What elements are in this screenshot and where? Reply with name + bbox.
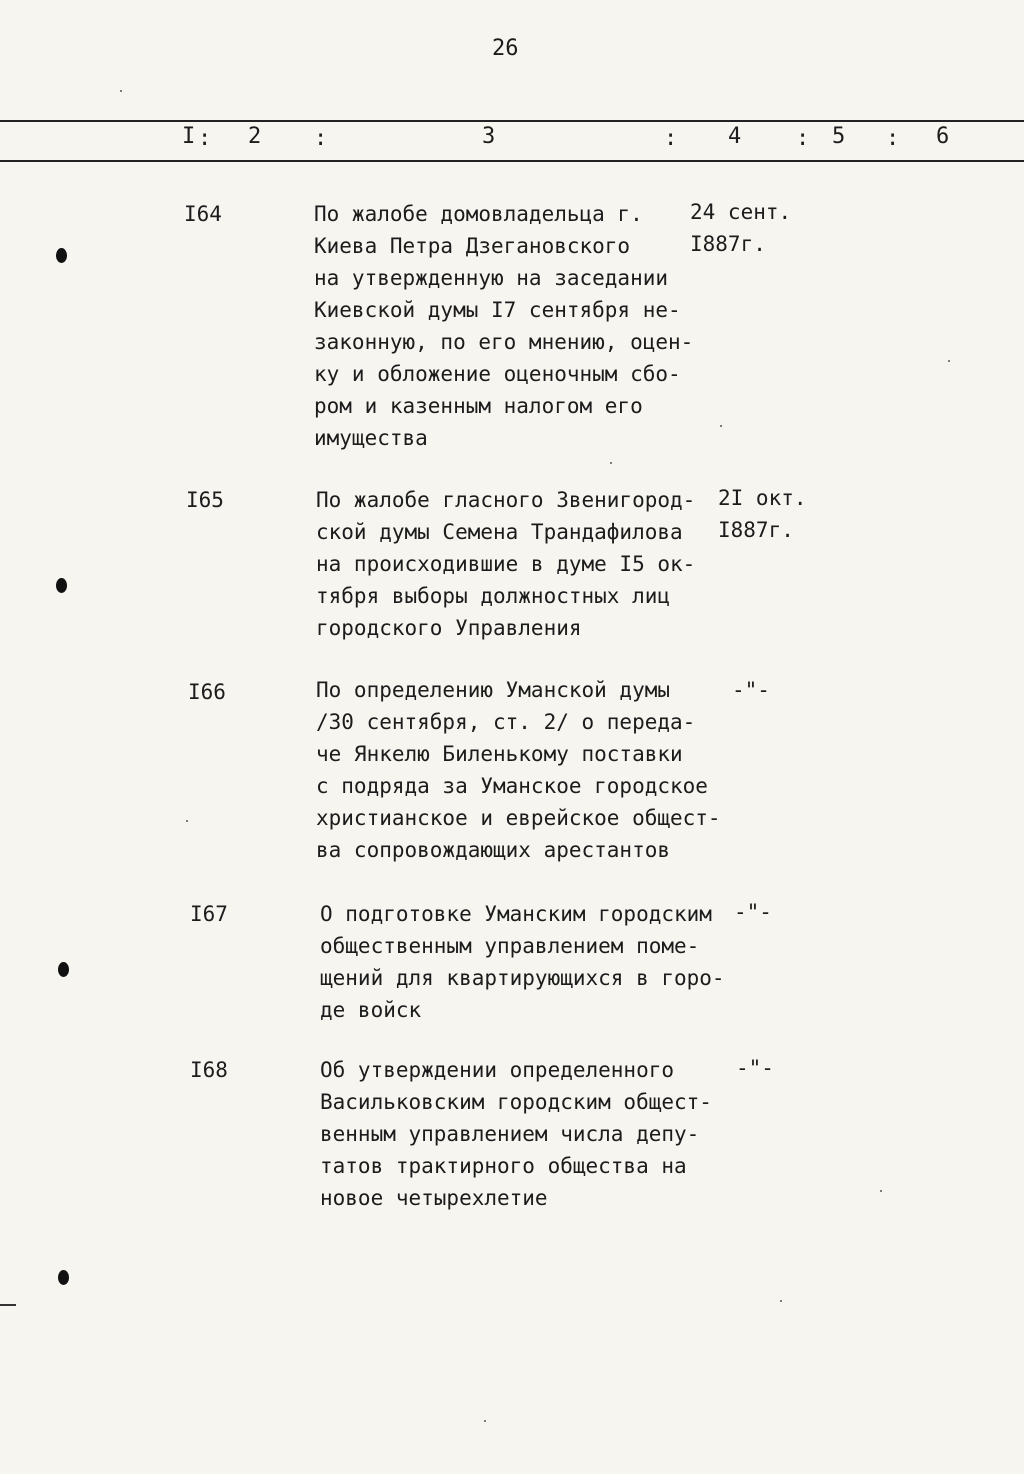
binder-hole-mark	[56, 248, 67, 263]
description-line: законную, по его мнению, оцен-	[314, 330, 694, 354]
description-line: тября выборы должностных лиц	[316, 584, 671, 608]
column-header-4: 4	[728, 124, 742, 149]
entry-description	[314, 198, 693, 454]
description-line: новое четырехлетие	[320, 1186, 548, 1210]
description-line: общественным управлением поме-	[320, 934, 700, 958]
description-line: имущества	[314, 426, 428, 450]
entry-number: I68	[190, 1058, 228, 1082]
scan-speck	[484, 1420, 486, 1422]
entry-number: I66	[188, 680, 226, 704]
description-line: городского Управления	[316, 616, 582, 640]
column-header-5: 5	[832, 124, 846, 149]
date-line: 2I окт.	[718, 486, 807, 510]
description-line: Об утверждении определенного	[320, 1058, 675, 1082]
description-line: щений для квартирующихся в горо-	[320, 966, 725, 990]
description-line: Киевской думы I7 сентября не-	[314, 298, 681, 322]
scan-speck	[610, 462, 612, 464]
date-line: 24 сент.	[690, 200, 792, 224]
description-line: ской думы Семена Трандафилова	[316, 520, 683, 544]
description-line: По определению Уманской думы	[316, 678, 671, 702]
description-line: де войск	[320, 998, 422, 1022]
description-line: По жалобе гласного Звенигород-	[316, 488, 696, 512]
scan-speck	[948, 360, 950, 362]
column-separator: :	[664, 126, 678, 151]
entry-date	[736, 1052, 774, 1084]
entry-description	[320, 1054, 712, 1214]
column-header-3: 3	[482, 124, 496, 149]
description-line: на утвержденную на заседании	[314, 266, 669, 290]
description-line: ром и казенным налогом его	[314, 394, 643, 418]
description-line: венным управлением числа депу-	[320, 1122, 700, 1146]
entry-description	[320, 898, 725, 1026]
entry-description	[316, 674, 721, 866]
description-line: че Янкелю Биленькому поставки	[316, 742, 683, 766]
description-line: Киева Петра Дзегановского	[314, 234, 631, 258]
binder-hole-mark	[58, 962, 69, 977]
table-header-top-rule	[0, 120, 1024, 122]
column-separator: :	[198, 126, 212, 151]
description-line: на происходившие в думе I5 ок-	[316, 552, 696, 576]
binder-hole-mark	[56, 578, 67, 593]
scan-speck	[120, 90, 122, 92]
column-separator: :	[796, 126, 810, 151]
entry-date	[718, 482, 807, 546]
entry-number: I64	[184, 202, 222, 226]
scan-speck	[720, 425, 722, 427]
column-header-6: 6	[936, 124, 950, 149]
description-line: татов трактирного общества на	[320, 1154, 687, 1178]
description-line: /30 сентября, ст. 2/ о переда-	[316, 710, 696, 734]
entry-number: I65	[186, 488, 224, 512]
page-number: 26	[492, 36, 519, 61]
description-line: ва сопровождающих арестантов	[316, 838, 671, 862]
margin-stroke	[0, 1304, 16, 1306]
date-line: I887г.	[718, 518, 794, 542]
description-line: с подряда за Уманское городское	[316, 774, 708, 798]
entry-date	[734, 896, 772, 928]
ditto-mark: -"-	[736, 1056, 774, 1080]
description-line: христианское и еврейское общест-	[316, 806, 721, 830]
column-separator: :	[314, 126, 328, 151]
ditto-mark: -"-	[732, 678, 770, 702]
column-header-1: I	[182, 124, 196, 149]
column-header-2: 2	[248, 124, 262, 149]
column-separator: :	[886, 126, 900, 151]
description-line: ку и обложение оценочным сбо-	[314, 362, 681, 386]
description-line: По жалобе домовладельца г.	[314, 202, 643, 226]
scan-speck	[186, 820, 188, 822]
ditto-mark: -"-	[734, 900, 772, 924]
table-header-bottom-rule	[0, 160, 1024, 162]
scan-speck	[880, 1190, 882, 1192]
scan-speck	[780, 1300, 782, 1302]
binder-hole-mark	[58, 1270, 69, 1285]
description-line: О подготовке Уманским городским	[320, 902, 712, 926]
date-line: I887г.	[690, 232, 766, 256]
description-line: Васильковским городским общест-	[320, 1090, 712, 1114]
entry-date	[690, 196, 791, 260]
entry-description	[316, 484, 695, 644]
entry-date	[732, 674, 770, 706]
entry-number: I67	[190, 902, 228, 926]
